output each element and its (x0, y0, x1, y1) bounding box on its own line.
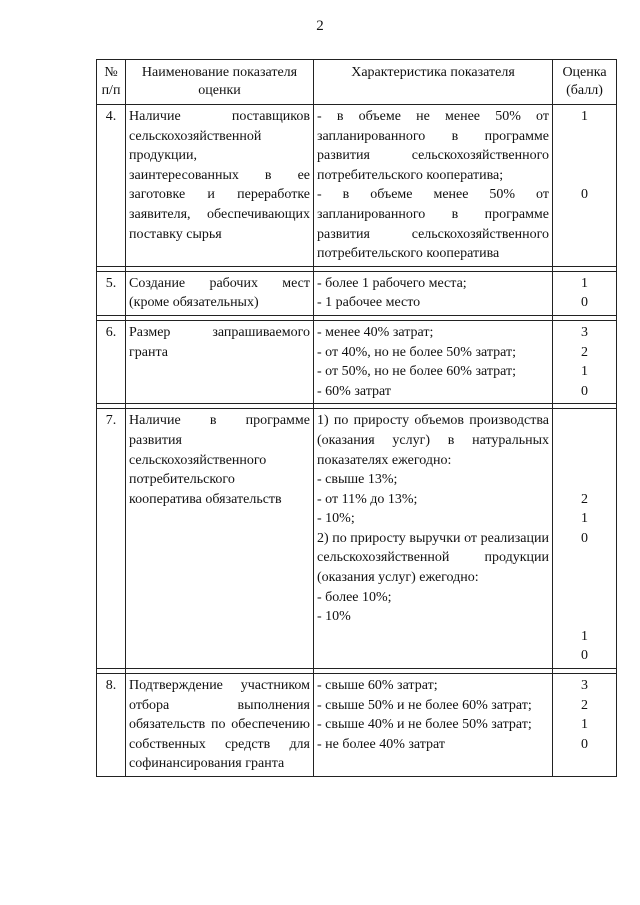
row-characteristic (314, 105, 553, 267)
char-item: - свыше 60% затрат; (317, 678, 438, 694)
row-score (553, 105, 617, 267)
row-number: 5. (97, 271, 126, 315)
char-item: - не более 40% затрат (317, 736, 446, 752)
score-value: 1 (581, 275, 588, 291)
char-item: - 60% затрат (317, 383, 391, 399)
char-item: - свыше 50% и не более 60% затрат; (317, 697, 532, 713)
row-number: 8. (97, 674, 126, 777)
row-score (553, 674, 617, 777)
char-item: - 10%; (317, 511, 355, 527)
score-value: 2 (581, 344, 588, 360)
char-item: - от 11% до 13%; (317, 491, 418, 507)
score-value: 0 (581, 383, 588, 399)
row-name: Размер запрашиваемого гранта (126, 320, 314, 403)
char-item: - свыше 40% и не более 50% затрат; (317, 717, 532, 733)
score-value: 2 (581, 491, 588, 507)
row-characteristic (314, 674, 553, 777)
table-row (97, 674, 617, 777)
score-value: 3 (581, 678, 588, 694)
row-score (553, 271, 617, 315)
header-score: Оценка (балл) (553, 60, 617, 105)
char-item: - свыше 13%; (317, 472, 398, 488)
score-value: 1 (581, 109, 588, 124)
score-value: 1 (581, 511, 588, 527)
row-characteristic (314, 271, 553, 315)
row-score (553, 409, 617, 669)
char-item: - в объеме менее 50% от запланированного в программе развития сельскохозяйственного потребительского кооператива (317, 187, 549, 262)
table-row (97, 320, 617, 403)
score-value: 0 (581, 295, 588, 311)
row-name: Создание рабочих мест (кроме обязательных) (126, 271, 314, 315)
table-header-row (97, 60, 617, 105)
row-name: Наличие в программе развития сельскохозяйственного потребительского кооператива обязательств (126, 409, 314, 669)
criteria-table (96, 59, 617, 777)
char-subtitle: 2) по приросту выручки от реализации сельскохозяйственной продукции (оказания услуг) ежегодно: (317, 530, 549, 586)
score-value: 1 (581, 628, 588, 644)
score-value: 0 (581, 648, 588, 664)
row-score (553, 320, 617, 403)
char-item: - более 10%; (317, 589, 392, 605)
score-value: 1 (581, 717, 588, 733)
char-item: - от 50%, но не более 60% затрат; (317, 364, 517, 380)
header-num: № п/п (97, 60, 126, 105)
score-value: 1 (581, 364, 588, 380)
char-item: - в объеме не менее 50% от запланированного в программе развития сельскохозяйственного потребительского кооператива; (317, 109, 549, 183)
row-characteristic (314, 320, 553, 403)
char-item: - 1 рабочее место (317, 295, 421, 311)
char-item: - от 40%, но не более 50% затрат; (317, 344, 517, 360)
row-number: 4. (97, 105, 126, 267)
row-number: 7. (97, 409, 126, 669)
score-value: 0 (581, 736, 588, 752)
row-characteristic (314, 409, 553, 669)
table-row (97, 271, 617, 315)
score-value: 2 (581, 697, 588, 713)
header-name: Наименование показателя оценки (126, 60, 314, 105)
char-item: - менее 40% затрат; (317, 324, 434, 340)
row-name: Наличие поставщиков сельскохозяйственной продукции, заинтересованных в ее заготовке и переработке заявителя, обеспечивающих поставку сырья (126, 105, 314, 267)
page-number: 2 (316, 18, 324, 34)
score-value: 0 (581, 187, 588, 203)
char-item: - 10% (317, 609, 351, 625)
row-name: Подтверждение участником отбора выполнения обязательств по обеспечению собственных средств для софинансирования гранта (126, 674, 314, 777)
char-subtitle: 1) по приросту объемов производства (оказания услуг) в натуральных показателях ежегодно: (317, 413, 549, 468)
header-characteristic: Характеристика показателя (314, 60, 553, 105)
table-row (97, 105, 617, 267)
score-value: 0 (581, 530, 588, 546)
char-item: - более 1 рабочего места; (317, 275, 467, 291)
score-value: 3 (581, 324, 588, 340)
row-number: 6. (97, 320, 126, 403)
table-row (97, 409, 617, 669)
